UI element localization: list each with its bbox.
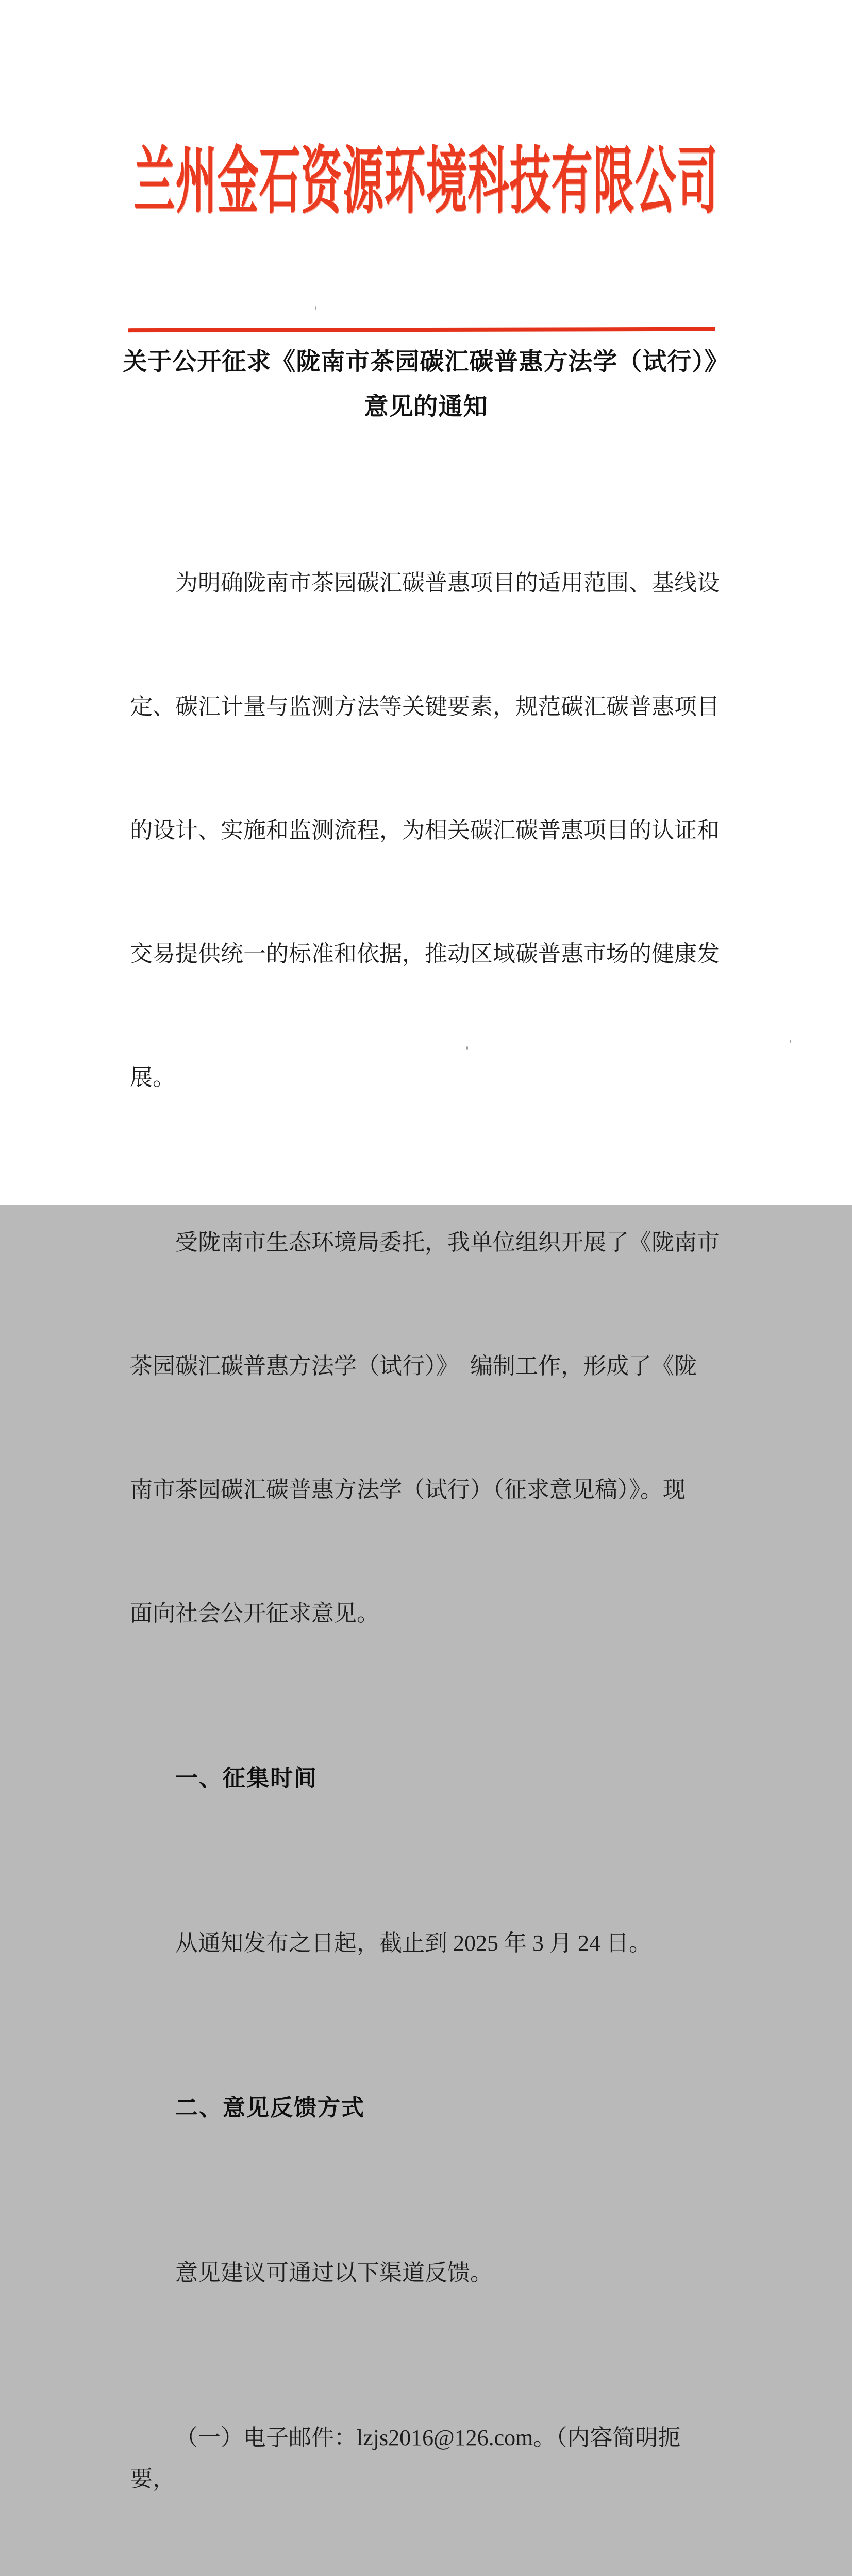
email-address: lzjs2016@126.com xyxy=(357,2425,533,2450)
body-line: 交易提供统一的标准和依据，推动区域碳普惠市场的健康发 xyxy=(130,941,720,967)
document-body xyxy=(130,439,720,2576)
deadline-line: 从通知发布之日起，截止到 2025 年 3 月 24 日。 xyxy=(175,1930,651,1956)
body-line: 的设计、实施和监测流程，为相关碳汇碳普惠项目的认证和 xyxy=(130,818,720,843)
scan-speck xyxy=(315,306,316,310)
body-line: 定、碳汇计量与监测方法等关键要素，规范碳汇碳普惠项目 xyxy=(130,694,720,719)
body-line: 茶园碳汇碳普惠方法学（试行）》 编制工作，形成了《陇 xyxy=(130,1353,697,1379)
scan-speck xyxy=(466,1046,468,1050)
body-line: 展。 xyxy=(130,1065,175,1090)
section-heading-feedback-method: 二、意见反馈方式 xyxy=(175,2095,365,2121)
contact-email-line xyxy=(130,2417,720,2500)
notice-title-line-2: 意见的通知 xyxy=(364,394,488,420)
body-line: 南市茶园碳汇碳普惠方法学（试行）（征求意见稿）》。现 xyxy=(130,1477,686,1502)
notice-title-line-1: 关于公开征求《陇南市茶园碳汇碳普惠方法学（试行）》 xyxy=(123,349,729,376)
feedback-intro-line: 意见建议可通过以下渠道反馈。 xyxy=(175,2260,493,2285)
email-line-suffix: 。（内容简明扼要， xyxy=(130,2425,681,2492)
red-divider-rule xyxy=(128,327,715,332)
notice-title xyxy=(0,340,852,430)
body-line: 为明确陇南市茶园碳汇碳普惠项目的适用范围、基线设 xyxy=(175,570,720,596)
company-name: 兰州金石资源环境科技有限公司 xyxy=(133,142,719,223)
email-line-prefix: （一）电子邮件： xyxy=(175,2425,357,2450)
body-line: 受陇南市生态环境局委托，我单位组织开展了《陇南市 xyxy=(175,1230,720,1255)
letterhead xyxy=(0,142,852,223)
body-line: 面向社会公开征求意见。 xyxy=(130,1601,379,1626)
section-heading-collection-time: 一、征集时间 xyxy=(175,1766,318,1791)
scan-speck xyxy=(790,1040,791,1043)
